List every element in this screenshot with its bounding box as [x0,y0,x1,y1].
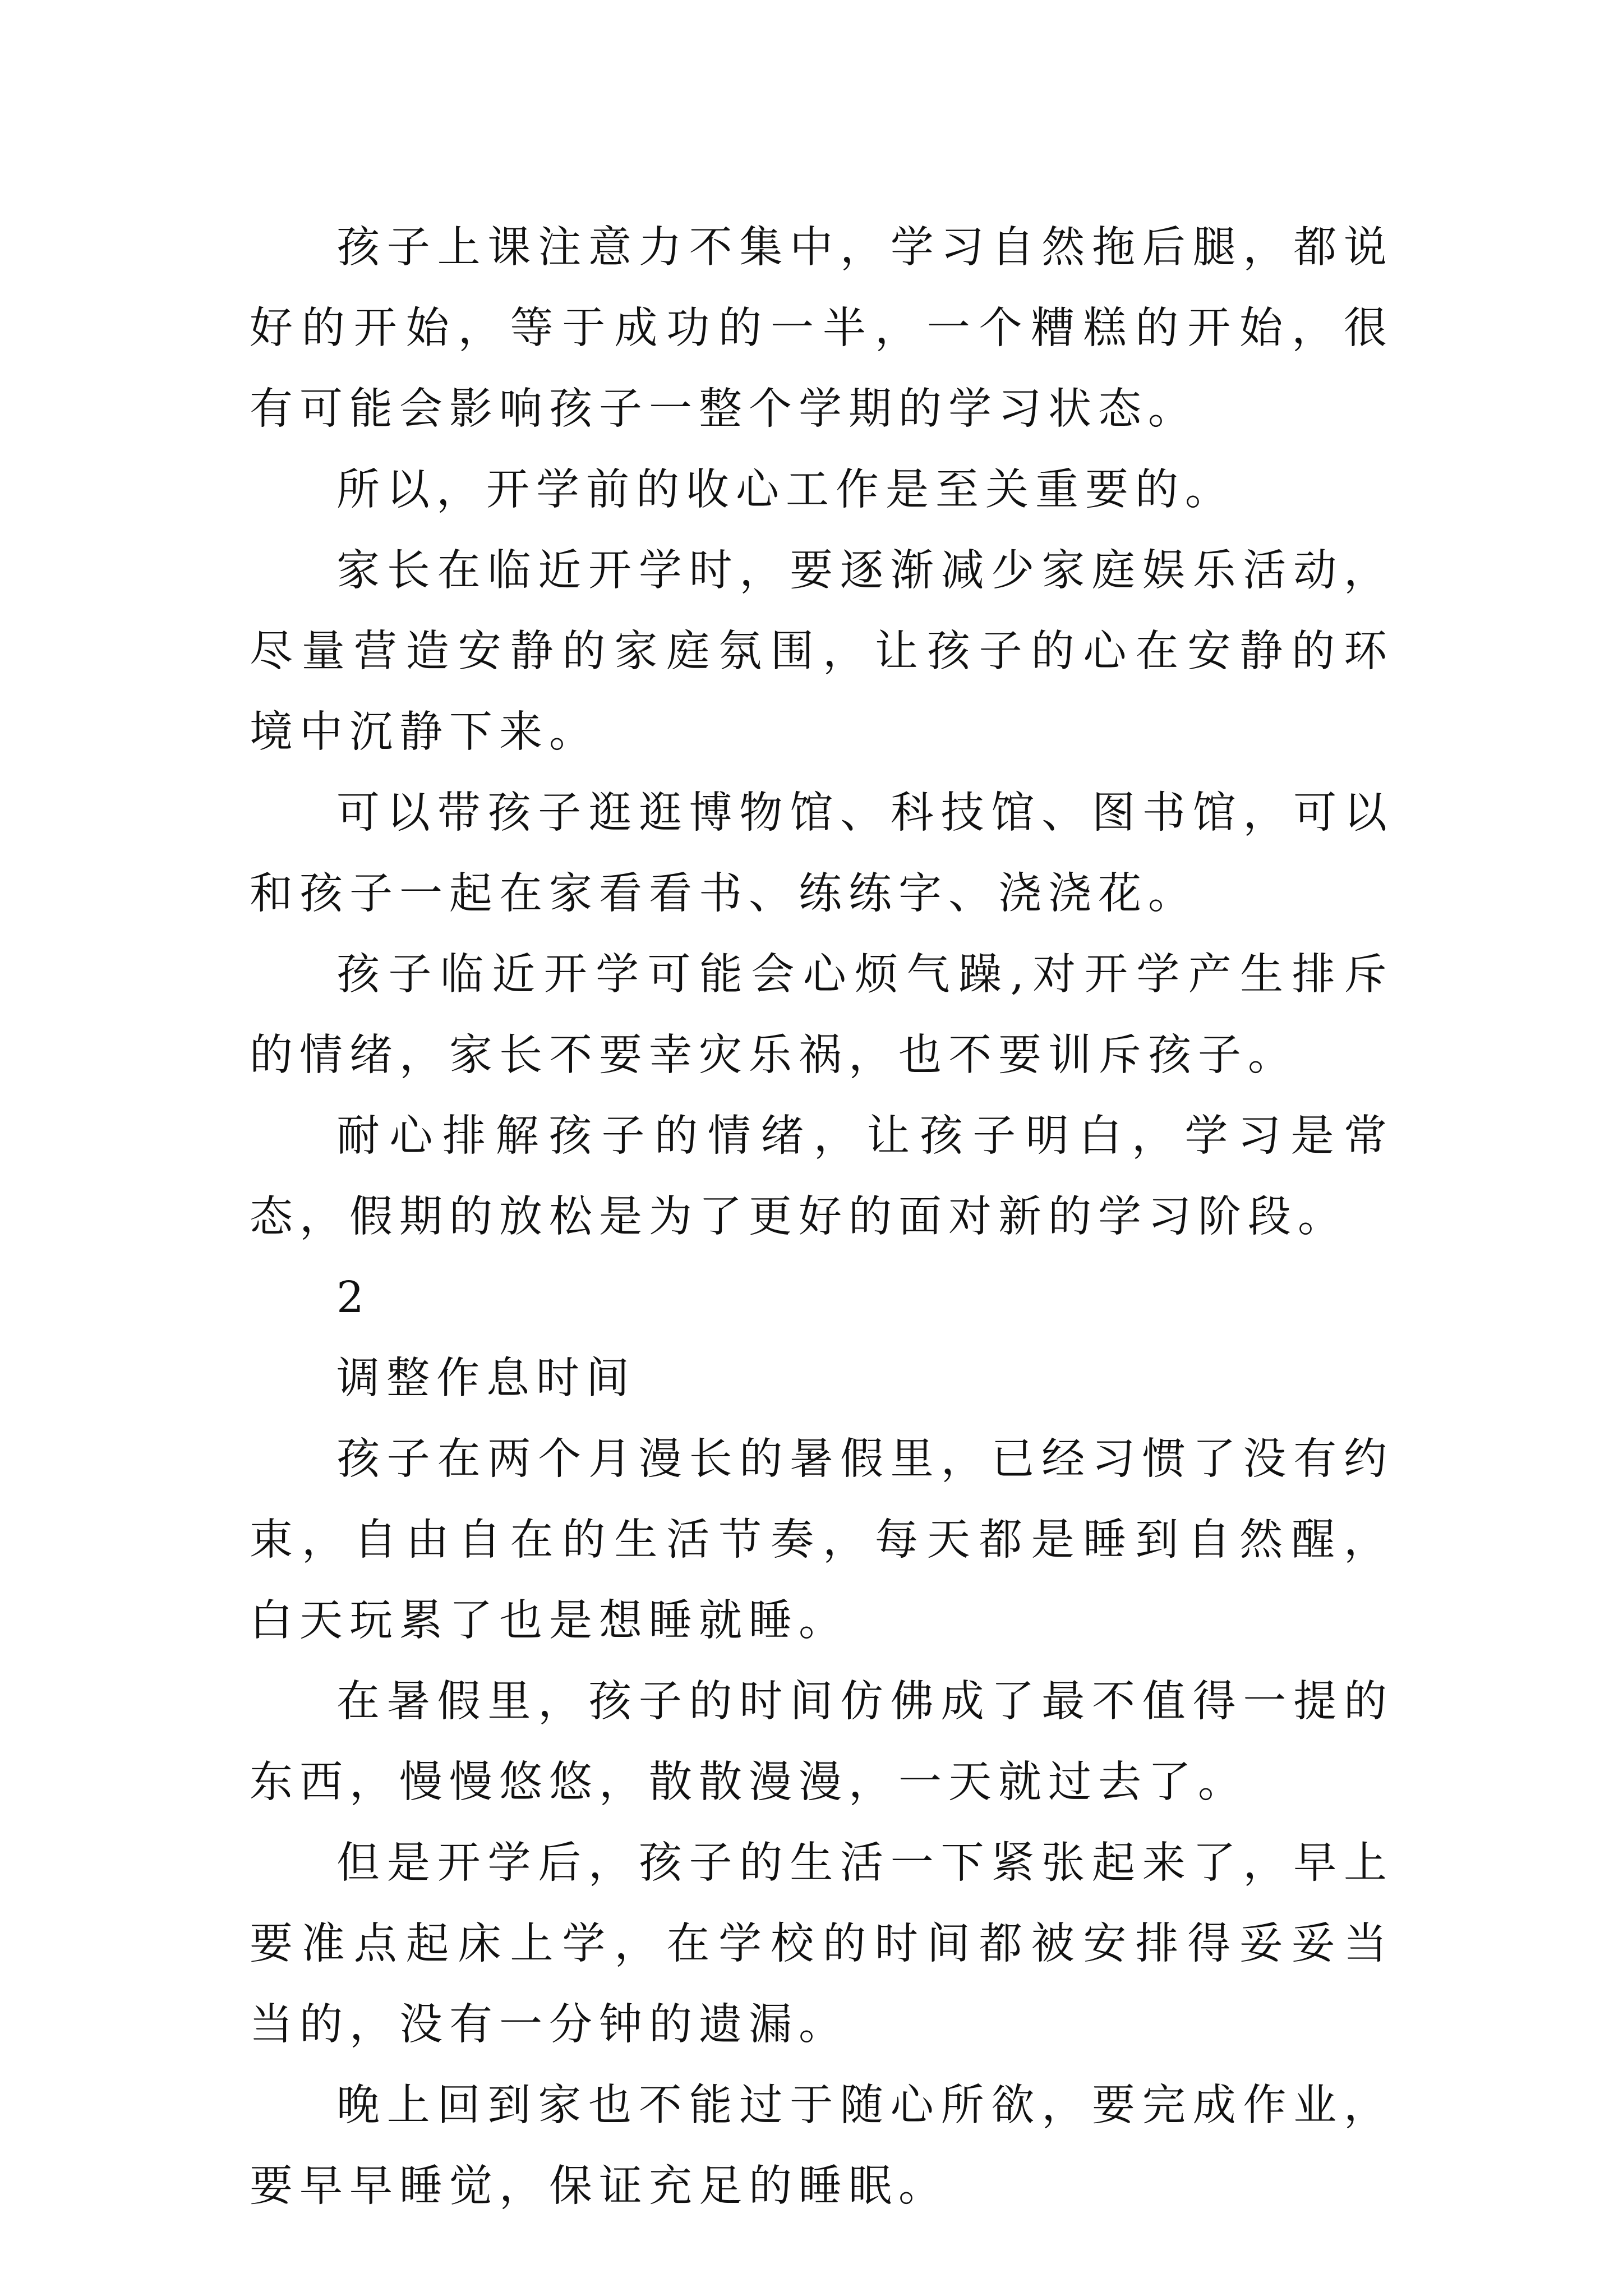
paragraph: 在暑假里，孩子的时间仿佛成了最不值得一提的东西，慢慢悠悠，散散漫漫，一天就过去了。 [250,1677,1394,1807]
document-body [250,208,1394,2227]
paragraph: 耐心排解孩子的情绪，让孩子明白，学习是常态，假期的放松是为了更好的面对新的学习阶段。 [250,1111,1394,1242]
paragraph: 孩子在两个月漫长的暑假里，已经习惯了没有约束，自由自在的生活节奏，每天都是睡到自然醒，白天玩累了也是想睡就睡。 [250,1434,1394,1646]
paragraph: 晚上回到家也不能过于随心所欲，要完成作业，要早早睡觉，保证充足的睡眠。 [250,2081,1394,2211]
section-number: 2 [336,1273,371,1323]
section-heading: 调整作息时间 [336,1354,636,1404]
paragraph: 所以，开学前的收心工作是至关重要的。 [336,465,1235,515]
paragraph: 孩子上课注意力不集中，学习自然拖后腿，都说好的开始，等于成功的一半，一个糟糕的开始，很有可能会影响孩子一整个学期的学习状态。 [250,223,1394,434]
paragraph: 可以带孩子逛逛博物馆、科技馆、图书馆，可以和孩子一起在家看看书、练练字、浇浇花。 [250,788,1394,919]
paragraph: 孩子临近开学可能会心烦气躁,对开学产生排斥的情绪，家长不要幸灾乐祸，也不要训斥孩子。 [250,950,1394,1080]
paragraph: 家长在临近开学时，要逐渐减少家庭娱乐活动，尽量营造安静的家庭氛围，让孩子的心在安静的环境中沉静下来。 [250,546,1394,757]
paragraph: 但是开学后，孩子的生活一下紧张起来了，早上要准点起床上学，在学校的时间都被安排得妥妥当当的，没有一分钟的遗漏。 [250,1838,1394,2050]
